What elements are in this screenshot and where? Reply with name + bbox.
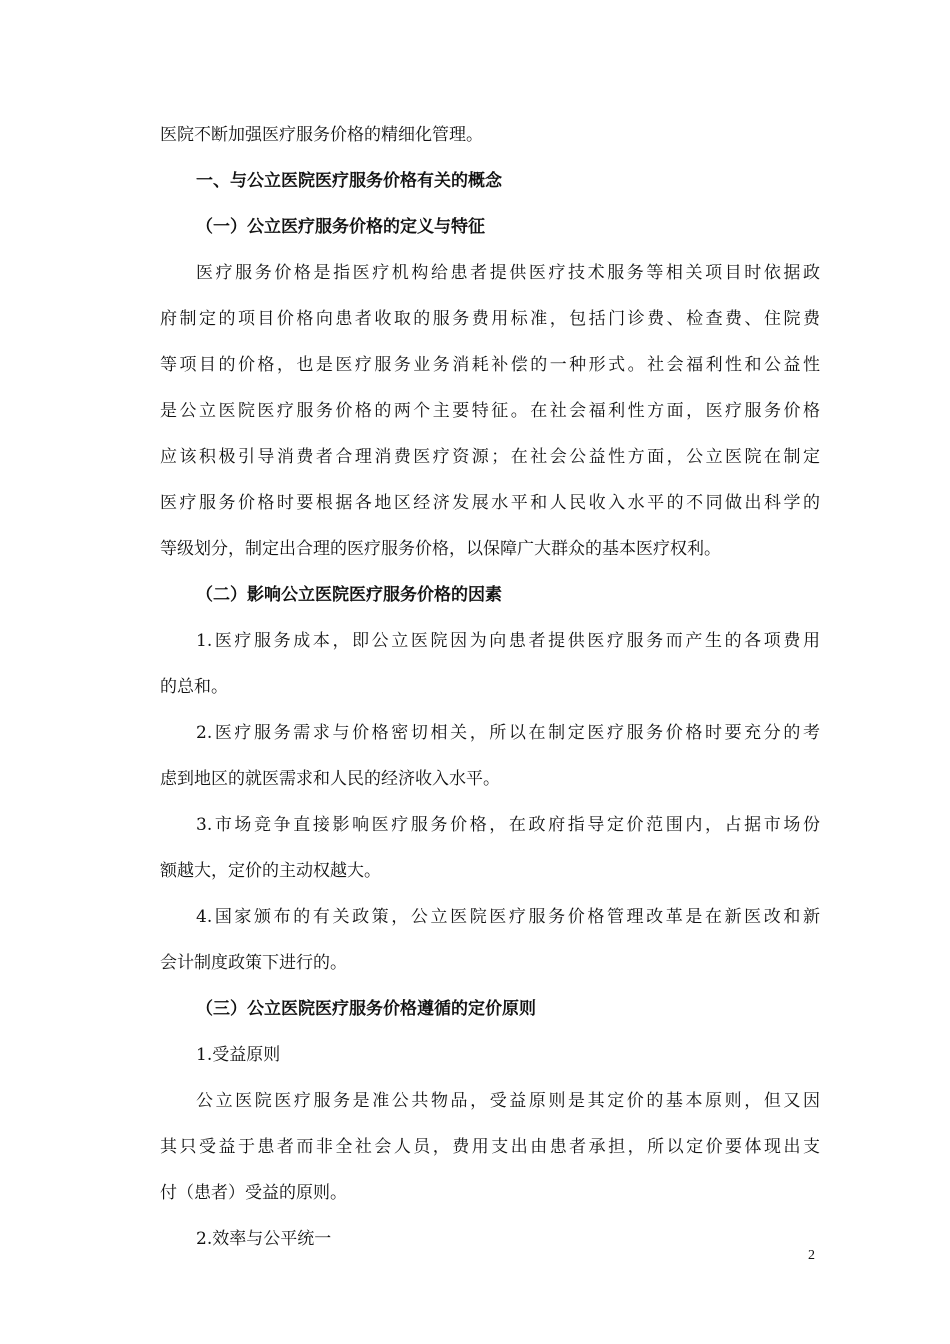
text-line: 1.受益原则 — [196, 1045, 281, 1065]
text-line: 公立医院医疗服务是准公共物品，受益原则是其定价的基本原则，但又因 — [196, 1091, 820, 1111]
text-line: 医疗服务价格是指医疗机构给患者提供医疗技术服务等相关项目时依据政 — [196, 263, 820, 283]
page-number: 2 — [808, 1248, 815, 1263]
text-line: 医疗服务价格时要根据各地区经济发展水平和人民收入水平的不同做出科学的 — [160, 493, 820, 513]
text-line: 的总和。 — [160, 677, 228, 697]
text-line: 额越大，定价的主动权越大。 — [160, 861, 381, 881]
text-line: 等级划分，制定出合理的医疗服务价格，以保障广大群众的基本医疗权利。 — [160, 539, 721, 559]
section-heading: （二）影响公立医院医疗服务价格的因素 — [196, 585, 502, 605]
text-line: 医院不断加强医疗服务价格的精细化管理。 — [160, 125, 483, 145]
text-line: 会计制度政策下进行的。 — [160, 953, 347, 973]
text-line: 付（患者）受益的原则。 — [160, 1183, 347, 1203]
section-heading: （三）公立医院医疗服务价格遵循的定价原则 — [196, 999, 536, 1019]
section-heading: 一、与公立医院医疗服务价格有关的概念 — [196, 171, 502, 191]
text-line: 是公立医院医疗服务价格的两个主要特征。在社会福利性方面，医疗服务价格 — [160, 401, 820, 421]
text-line: 等项目的价格，也是医疗服务业务消耗补偿的一种形式。社会福利性和公益性 — [160, 355, 820, 375]
text-line: 其只受益于患者而非全社会人员，费用支出由患者承担，所以定价要体现出支 — [160, 1137, 820, 1157]
text-line: 4.国家颁布的有关政策，公立医院医疗服务价格管理改革是在新医改和新 — [196, 907, 820, 927]
text-line: 2.医疗服务需求与价格密切相关，所以在制定医疗服务价格时要充分的考 — [196, 723, 820, 743]
section-heading: （一）公立医疗服务价格的定义与特征 — [196, 217, 485, 237]
text-line: 2.效率与公平统一 — [196, 1229, 332, 1249]
text-line: 府制定的项目价格向患者收取的服务费用标准，包括门诊费、检查费、住院费 — [160, 309, 820, 329]
text-line: 虑到地区的就医需求和人民的经济收入水平。 — [160, 769, 500, 789]
text-line: 1.医疗服务成本，即公立医院因为向患者提供医疗服务而产生的各项费用 — [196, 631, 820, 651]
text-line: 3.市场竞争直接影响医疗服务价格，在政府指导定价范围内，占据市场份 — [196, 815, 820, 835]
text-line: 应该积极引导消费者合理消费医疗资源；在社会公益性方面，公立医院在制定 — [160, 447, 820, 467]
body-text — [160, 112, 820, 1262]
